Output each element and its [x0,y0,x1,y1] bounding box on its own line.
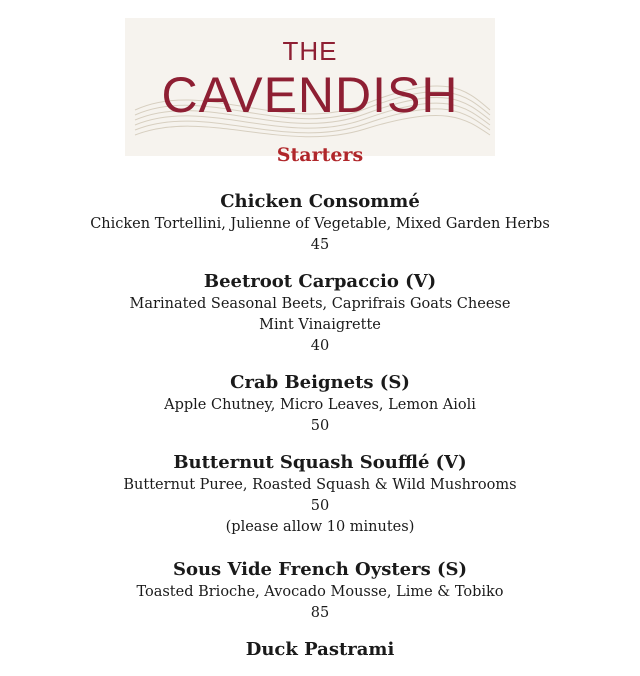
item-description: Mint Vinaigrette [259,317,381,333]
item-description: Butternut Puree, Roasted Squash & Wild Mushrooms [123,477,517,493]
item-price: 45 [310,237,330,253]
item-name: Chicken Consommé [220,191,420,212]
menu-item [0,371,640,437]
menu-item [0,558,640,624]
menu-item [0,638,640,662]
item-name: Beetroot Carpaccio (V) [203,271,437,292]
item-description: Chicken Tortellini, Julienne of Vegetable, Mixed Garden Herbs [90,216,550,232]
logo-name-text: CAVENDISH [161,67,459,123]
item-name: Butternut Squash Soufflé (V) [173,452,467,473]
menu-item [0,451,640,538]
item-description: Apple Chutney, Micro Leaves, Lemon Aioli [164,397,476,413]
section-title: Starters [276,144,364,166]
menu-list [0,190,640,676]
logo-the-text: THE [282,36,338,66]
item-price: 40 [310,338,330,354]
item-name: Crab Beignets (S) [230,372,410,393]
item-price: 85 [310,605,330,621]
item-name: Sous Vide French Oysters (S) [172,559,468,580]
item-name: Duck Pastrami [245,639,395,660]
menu-item [0,270,640,357]
item-description: Marinated Seasonal Beets, Caprifrais Goats Cheese [129,296,511,312]
menu-item [0,190,640,256]
item-note: (please allow 10 minutes) [225,519,415,535]
item-price: 50 [310,418,330,434]
restaurant-logo [125,18,495,156]
item-price: 50 [310,498,330,514]
item-description: Toasted Brioche, Avocado Mousse, Lime & Tobiko [136,584,504,600]
